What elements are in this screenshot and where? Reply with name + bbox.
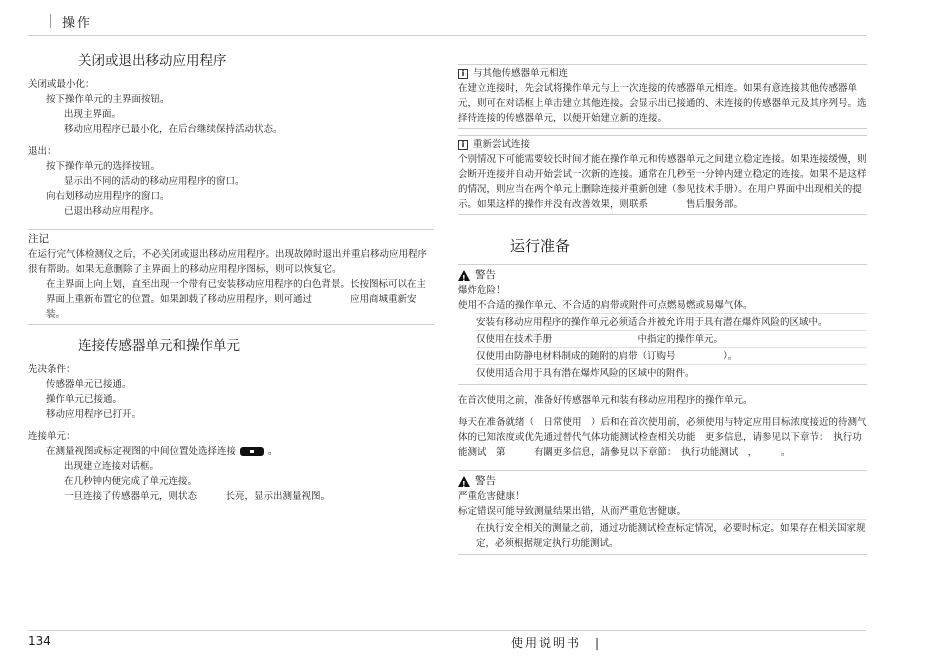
note-paragraph: 在主界面上向上划，直至出现一个带有已安装移动应用程序的白色背景。长按图标可以在主界面上重新布置它的位置。如果卸载了移动应用程序，则可通过 应用商城重新安装。 xyxy=(46,279,427,320)
info-box-other-sensors xyxy=(458,64,867,129)
minimize-label: 关闭或最小化： xyxy=(28,79,95,90)
left-column xyxy=(28,54,434,504)
warning-text: 标定错误可能导致测量结果出错，从而严重危害健康。 xyxy=(458,506,687,517)
warning-box-health xyxy=(458,470,867,555)
minimize-result: 移动应用程序已最小化，在后台继续保持活动状态。 xyxy=(64,124,283,135)
exit-step: 按下操作单元的选择按钮。 xyxy=(46,161,161,172)
exit-result: 已退出移动应用程序。 xyxy=(64,206,160,217)
warning-text: 使用不合适的操作单元、不合适的肩带或附件可点燃易燃或易爆气体。 xyxy=(458,300,753,311)
minimize-step: 按下操作单元的主界面按钮。 xyxy=(46,94,170,105)
preparation-paragraph: 在首次使用之前，准备好传感器单元和装有移动应用程序的操作单元。 xyxy=(458,395,753,406)
info-body: 个别情况下可能需要较长时间才能在操作单元和传感器单元之间建立稳定连接。如果连接缓慢，则会断开连接并自动开始尝试一次新的连接。通常在几秒至一分钟内建立稳定的连接。如果不是这样的情况，则应当在两个单元上删除连接并重新创建（参见技术手册）。在用户界面中出现相关的提示。如果这样的操作并没有改善效果，则联系 售后服务部。 xyxy=(458,152,867,215)
section-title-connect-units: 连接传感器单元和操作单元 xyxy=(78,338,240,354)
warning-title-row xyxy=(458,474,867,489)
note-title: 注记 xyxy=(28,233,49,245)
prerequisites-label: 先决条件： xyxy=(28,364,76,375)
warning-headline: 爆炸危险！ xyxy=(458,285,506,296)
preparation-paragraph: 每天在准备就绪（ 日常使用 ）后和在首次使用前，必须使用与特定应用目标浓度接近的待测气体的已知浓度或优先通过替代气体功能测试检查相关功能 更多信息，请参见以下章节： 执行功能测试 第 有關更多信息，請參見以下章節： 执行功能测试 ， 。 xyxy=(458,417,867,458)
warning-headline: 严重危害健康！ xyxy=(458,491,525,502)
connect-step xyxy=(46,444,434,459)
exit-step: 向右划移动应用程序的窗口。 xyxy=(46,191,170,202)
info-icon: i xyxy=(458,140,468,150)
connect-icon xyxy=(240,447,264,456)
connect-step-end: 。 xyxy=(268,446,278,457)
section-title-preparation: 运行准备 xyxy=(510,237,571,255)
info-title-row xyxy=(458,137,867,152)
warning-bullet: 在执行安全相关的测量之前，通过功能测试检查标定情况，必要时标定。如果存在相关国家规定，必须根据规定执行功能测试。 xyxy=(476,519,867,551)
warning-title: 警告 xyxy=(475,269,496,281)
warning-title-row xyxy=(458,268,867,283)
note-paragraph: 在运行完气体检测仪之后，不必关闭或退出移动应用程序。出现故障时退出并重启移动应用程序很有帮助。如果无意删除了主界面上的移动应用程序图标，则可以恢复它。 xyxy=(28,249,428,275)
exit-result: 显示出不同的活动的移动应用程序的窗口。 xyxy=(64,176,245,187)
info-box-retry xyxy=(458,135,867,215)
page-number: 134 xyxy=(28,634,51,648)
info-body: 在建立连接时，先会试将操作单元与上一次连接的传感器单元相连。如果有意连接其他传感器单元，则可在对话框上单击建立其他连接。会显示出已接通的、未连接的传感器单元及其序列号。选择待连接的传感器单元，以便开始建立新的连接。 xyxy=(458,81,867,129)
right-column xyxy=(458,64,867,563)
warning-bullet: 仅使用由防静电材料制成的随附的肩带（订购号 ）。 xyxy=(476,347,867,364)
connect-result: 一旦连接了传感器单元，则状态 长亮，显示出测量视图。 xyxy=(64,491,331,502)
warning-title: 警告 xyxy=(475,475,496,487)
footer-divider xyxy=(28,630,866,631)
warning-icon xyxy=(458,476,470,487)
warning-box-explosion xyxy=(458,264,867,385)
prerequisite-item: 传感器单元已接通。 xyxy=(46,379,132,390)
info-title: 与其他传感器单元相连 xyxy=(473,68,569,79)
connect-result: 在几秒钟内便完成了单元连接。 xyxy=(64,476,198,487)
connect-step-text: 在测量视图或标定视图的中间位置处选择连接 xyxy=(46,446,237,457)
warning-bullet: 仅使用适合用于具有潜在爆炸风险的区域中的附件。 xyxy=(476,364,867,381)
info-title: 重新尝试连接 xyxy=(473,139,531,150)
page-header xyxy=(28,10,866,36)
connect-label: 连接单元： xyxy=(28,431,76,442)
header-divider xyxy=(50,14,51,28)
connect-result: 出现建立连接对话框。 xyxy=(64,461,160,472)
warning-bullet: 安装有移动应用程序的操作单元必须适合并被允许用于具有潜在爆炸风险的区域中。 xyxy=(476,313,867,330)
header-title: 操作 xyxy=(62,16,93,31)
prerequisite-item: 操作单元已接通。 xyxy=(46,394,123,405)
warning-icon xyxy=(458,270,470,281)
section-title-close-app: 关闭或退出移动应用程序 xyxy=(78,53,227,69)
footer-doc-title: 使用说明书 | xyxy=(511,636,602,650)
prerequisite-item: 移动应用程序已打开。 xyxy=(46,409,142,420)
info-title-row xyxy=(458,66,867,81)
minimize-result: 出现主界面。 xyxy=(64,109,122,120)
info-icon: i xyxy=(458,69,468,79)
note-box xyxy=(28,229,434,325)
warning-bullet: 仅使用在技术手册 中指定的操作单元。 xyxy=(476,330,867,347)
exit-label: 退出： xyxy=(28,146,57,157)
